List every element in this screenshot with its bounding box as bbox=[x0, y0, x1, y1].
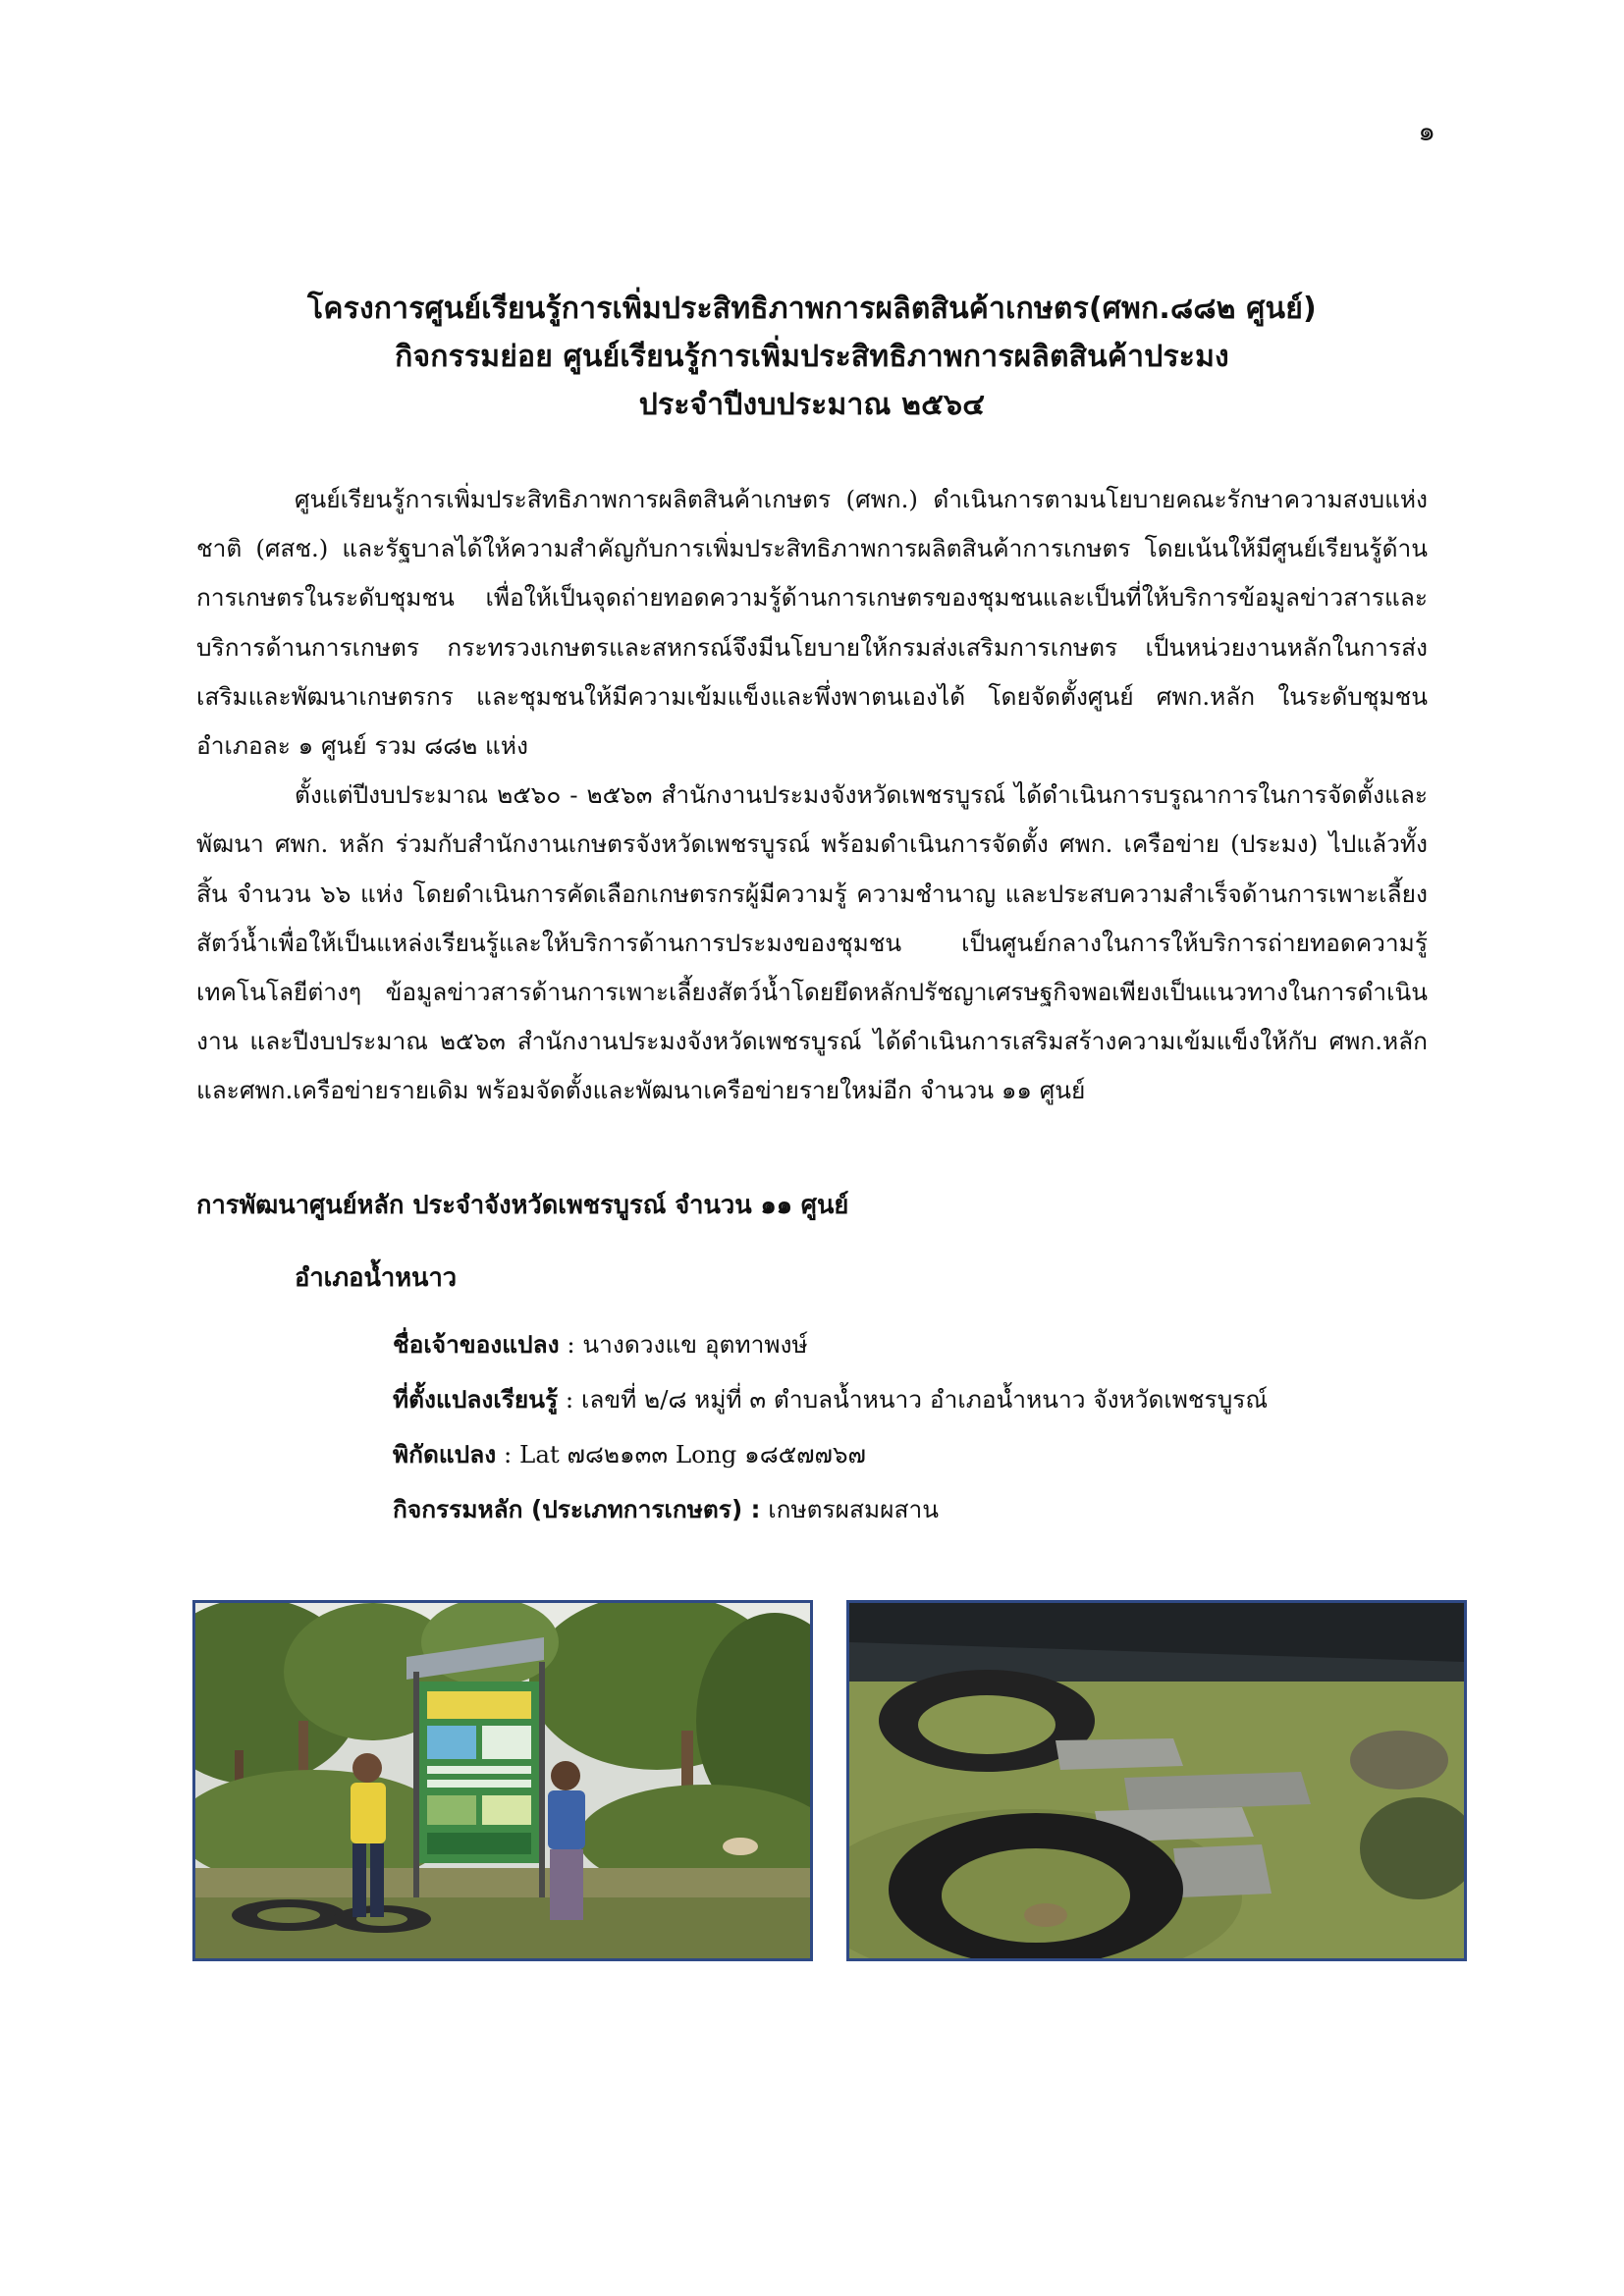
district-heading: อำเภอน้ำหนาว bbox=[295, 1263, 458, 1293]
photo-learning-center-sign bbox=[192, 1600, 813, 1961]
title-line-1: โครงการศูนย์เรียนรู้การเพิ่มประสิทธิภาพการผลิตสินค้าเกษตร(ศพก.๘๘๒ ศูนย์) bbox=[307, 292, 1317, 326]
paragraph-2: ตั้งแต่ปีงบประมาณ ๒๕๖๐ - ๒๕๖๓ สำนักงานประมงจังหวัดเพชรบูรณ์ ได้ดำเนินการบรูณาการในการจัดตั้งและพัฒนา ศพก. หลัก ร่วมกับสำนักงานเกษตรจังหวัดเพชรบูรณ์ พร้อมดำเนินการจัดตั้ง ศพก. เครือข่าย (ประมง) ไปแล้วทั้งสิ้น จำนวน ๖๖ แห่ง โดยดำเนินการคัดเลือกเกษตรกรผู้มีความรู้ ความชำนาญ และประสบความสำเร็จด้านการเพาะเลี้ยงสัตว์น้ำเพื่อให้เป็นแหล่งเรียนรู้และให้บริการด้านการประมงของชุมชน เป็นศูนย์กลางในการให้บริการถ่ายทอดความรู้เทคโนโลยีต่างๆ ข้อมูลข่าวสารด้านการเพาะเลี้ยงสัตว์น้ำโดยยึดหลักปรัชญาเศรษฐกิจพอเพียงเป็นแนวทางในการดำเนินงาน และปีงบประมาณ ๒๕๖๓ สำนักงานประมงจังหวัดเพชรบูรณ์ ได้ดำเนินการเสริมสร้างความเข้มแข็งให้กับ ศพก.หลัก และศพก.เครือข่ายรายเดิม พร้อมจัดตั้งและพัฒนาเครือข่ายรายใหม่อีก จำนวน ๑๑ ศูนย์ bbox=[196, 780, 1428, 1105]
location-value: : เลขที่ ๒/๘ หมู่ที่ ๓ ตำบลน้ำหนาว อำเภอน้ำหนาว จังหวัดเพชรบูรณ์ bbox=[558, 1385, 1269, 1414]
activity-value: เกษตรผสมผสาน bbox=[760, 1495, 939, 1523]
coords-label: พิกัดแปลง bbox=[393, 1440, 497, 1468]
document-title bbox=[196, 285, 1428, 429]
coords-row bbox=[393, 1427, 1428, 1482]
activity-row bbox=[393, 1482, 1428, 1537]
body-text bbox=[196, 475, 1428, 1116]
photo-tire-pond bbox=[846, 1600, 1467, 1961]
location-label: ที่ตั้งแปลงเรียนรู้ bbox=[393, 1385, 559, 1414]
photo-pond-illustration bbox=[849, 1603, 1464, 1958]
coords-value: : Lat ๗๘๒๑๓๓ Long ๑๘๕๗๗๖๗ bbox=[496, 1440, 866, 1468]
plot-details bbox=[393, 1317, 1428, 1537]
owner-row bbox=[393, 1317, 1428, 1372]
owner-label: ชื่อเจ้าของแปลง bbox=[393, 1330, 560, 1359]
photo-sign-illustration bbox=[195, 1603, 810, 1958]
activity-label: กิจกรรมหลัก (ประเภทการเกษตร) : bbox=[393, 1495, 761, 1523]
section-heading: การพัฒนาศูนย์หลัก ประจำจังหวัดเพชรบูรณ์ จำนวน ๑๑ ศูนย์ bbox=[196, 1191, 849, 1220]
location-row bbox=[393, 1372, 1428, 1427]
page-number: ๑ bbox=[1418, 115, 1435, 147]
title-line-3: ประจำปีงบประมาณ ๒๕๖๔ bbox=[638, 388, 986, 422]
title-line-2: กิจกรรมย่อย ศูนย์เรียนรู้การเพิ่มประสิทธิภาพการผลิตสินค้าประมง bbox=[395, 340, 1229, 374]
paragraph-1: ศูนย์เรียนรู้การเพิ่มประสิทธิภาพการผลิตสินค้าเกษตร (ศพก.) ดำเนินการตามนโยบายคณะรักษาความสงบแห่งชาติ (ศสช.) และรัฐบาลได้ให้ความสำคัญกับการเพิ่มประสิทธิภาพการผลิตสินค้าการเกษตร โดยเน้นให้มีศูนย์เรียนรู้ด้านการเกษตรในระดับชุมชน เพื่อให้เป็นจุดถ่ายทอดความรู้ด้านการเกษตรของชุมชนและเป็นที่ให้บริการข้อมูลข่าวสารและบริการด้านการเกษตร กระทรวงเกษตรและสหกรณ์จึงมีนโยบายให้กรมส่งเสริมการเกษตร เป็นหน่วยงานหลักในการส่งเสริมและพัฒนาเกษตรกร และชุมชนให้มีความเข้มแข็งและพึ่งพาตนเองได้ โดยจัดตั้งศูนย์ ศพก.หลัก ในระดับชุมชน อำเภอละ ๑ ศูนย์ รวม ๘๘๒ แห่ง bbox=[196, 485, 1428, 761]
owner-value: : นางดวงแข อุตทาพงษ์ bbox=[559, 1330, 808, 1359]
